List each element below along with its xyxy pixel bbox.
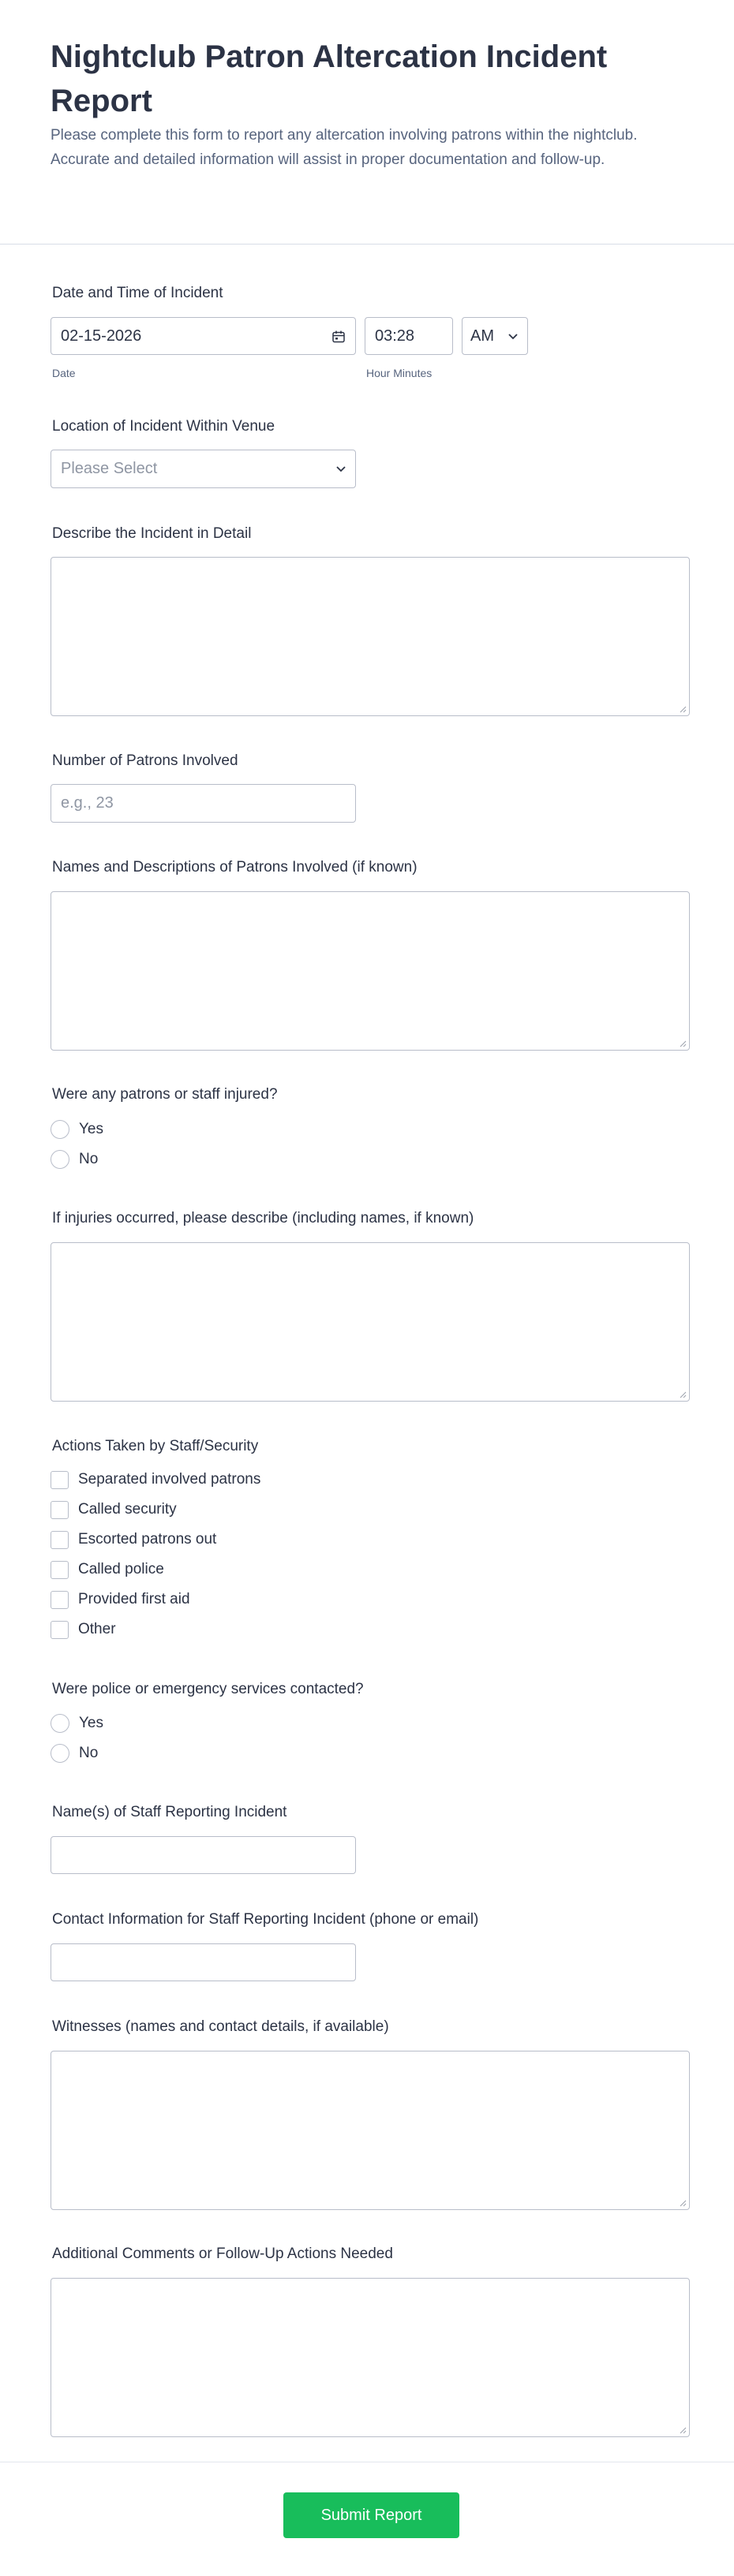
checkbox[interactable] xyxy=(51,1621,69,1639)
staff-name-label: Name(s) of Staff Reporting Incident xyxy=(52,1804,287,1820)
patron-names-label: Names and Descriptions of Patrons Involved (if known) xyxy=(52,859,418,875)
option-label: Other xyxy=(78,1621,116,1637)
checkbox[interactable] xyxy=(51,1561,69,1579)
actions-option-other[interactable] xyxy=(51,1618,116,1641)
option-label: Called security xyxy=(78,1501,177,1518)
time-sublabel: Hour Minutes xyxy=(366,367,433,379)
patron-count-input[interactable] xyxy=(51,784,356,823)
actions-option-first-aid[interactable] xyxy=(51,1589,190,1611)
date-value: 02-15-2026 xyxy=(61,327,142,345)
actions-option-separated[interactable] xyxy=(51,1469,260,1491)
resize-handle-icon[interactable] xyxy=(679,2426,687,2434)
emergency-label: Were police or emergency services contacted? xyxy=(52,1681,364,1697)
witnesses-textarea[interactable] xyxy=(51,2051,690,2210)
comments-textarea[interactable] xyxy=(51,2278,690,2437)
actions-option-called-police[interactable] xyxy=(51,1559,164,1581)
patron-count-placeholder: e.g., 23 xyxy=(61,794,114,812)
injuries-option-yes[interactable] xyxy=(51,1118,103,1141)
chevron-down-icon xyxy=(335,465,346,473)
date-input[interactable] xyxy=(51,317,356,355)
checkbox[interactable] xyxy=(51,1531,69,1549)
checkbox[interactable] xyxy=(51,1501,69,1519)
option-label: Escorted patrons out xyxy=(78,1531,217,1547)
checkbox[interactable] xyxy=(51,1591,69,1609)
patron-count-label: Number of Patrons Involved xyxy=(52,752,238,769)
option-label: No xyxy=(79,1745,99,1761)
radio-button[interactable] xyxy=(51,1714,69,1733)
option-label: Provided first aid xyxy=(78,1591,190,1607)
comments-label: Additional Comments or Follow-Up Actions Needed xyxy=(52,2246,393,2262)
date-sublabel: Date xyxy=(52,367,76,379)
resize-handle-icon[interactable] xyxy=(679,705,687,713)
witnesses-label: Witnesses (names and contact details, if available) xyxy=(52,2018,389,2035)
staff-name-input[interactable] xyxy=(51,1836,356,1874)
emergency-option-yes[interactable] xyxy=(51,1712,103,1734)
option-label: Called police xyxy=(78,1561,164,1577)
resize-handle-icon[interactable] xyxy=(679,1391,687,1398)
option-label: Separated involved patrons xyxy=(78,1471,261,1488)
header-divider xyxy=(0,244,734,245)
injuries-label: Were any patrons or staff injured? xyxy=(52,1086,278,1103)
incident-detail-label: Describe the Incident in Detail xyxy=(52,525,252,542)
form-description: Please complete this form to report any altercation involving patrons within the nightclub. Accurate and detailed information will assist in proper documentation and follow-up. xyxy=(51,127,638,168)
radio-button[interactable] xyxy=(51,1744,69,1763)
actions-option-called-security[interactable] xyxy=(51,1499,177,1521)
submit-button[interactable]: Submit Report xyxy=(283,2492,459,2538)
form-header xyxy=(51,35,682,172)
resize-handle-icon[interactable] xyxy=(679,1040,687,1047)
injury-description-textarea[interactable] xyxy=(51,1242,690,1402)
option-label: No xyxy=(79,1151,99,1167)
emergency-option-no[interactable] xyxy=(51,1742,98,1764)
location-placeholder: Please Select xyxy=(61,460,158,477)
checkbox[interactable] xyxy=(51,1471,69,1489)
incident-detail-textarea[interactable] xyxy=(51,557,690,716)
staff-contact-input[interactable] xyxy=(51,1943,356,1981)
injury-description-label: If injuries occurred, please describe (including names, if known) xyxy=(52,1210,474,1226)
ampm-value: AM xyxy=(470,327,494,345)
radio-button[interactable] xyxy=(51,1150,69,1169)
form-title: Nightclub Patron Altercation Incident Report xyxy=(51,39,608,118)
location-label: Location of Incident Within Venue xyxy=(52,418,275,435)
datetime-label: Date and Time of Incident xyxy=(52,285,223,301)
staff-contact-label: Contact Information for Staff Reporting Incident (phone or email) xyxy=(52,1911,479,1928)
resize-handle-icon[interactable] xyxy=(679,2199,687,2207)
time-value: 03:28 xyxy=(375,327,415,345)
time-input[interactable] xyxy=(365,317,453,355)
radio-button[interactable] xyxy=(51,1120,69,1139)
actions-label: Actions Taken by Staff/Security xyxy=(52,1438,259,1454)
option-label: Yes xyxy=(79,1715,103,1731)
ampm-select[interactable] xyxy=(462,317,528,355)
actions-option-escorted[interactable] xyxy=(51,1529,216,1551)
location-select[interactable] xyxy=(51,450,356,488)
option-label: Yes xyxy=(79,1121,103,1137)
patron-names-textarea[interactable] xyxy=(51,891,690,1051)
injuries-option-no[interactable] xyxy=(51,1148,98,1170)
chevron-down-icon xyxy=(507,333,519,341)
calendar-icon[interactable] xyxy=(331,330,346,344)
